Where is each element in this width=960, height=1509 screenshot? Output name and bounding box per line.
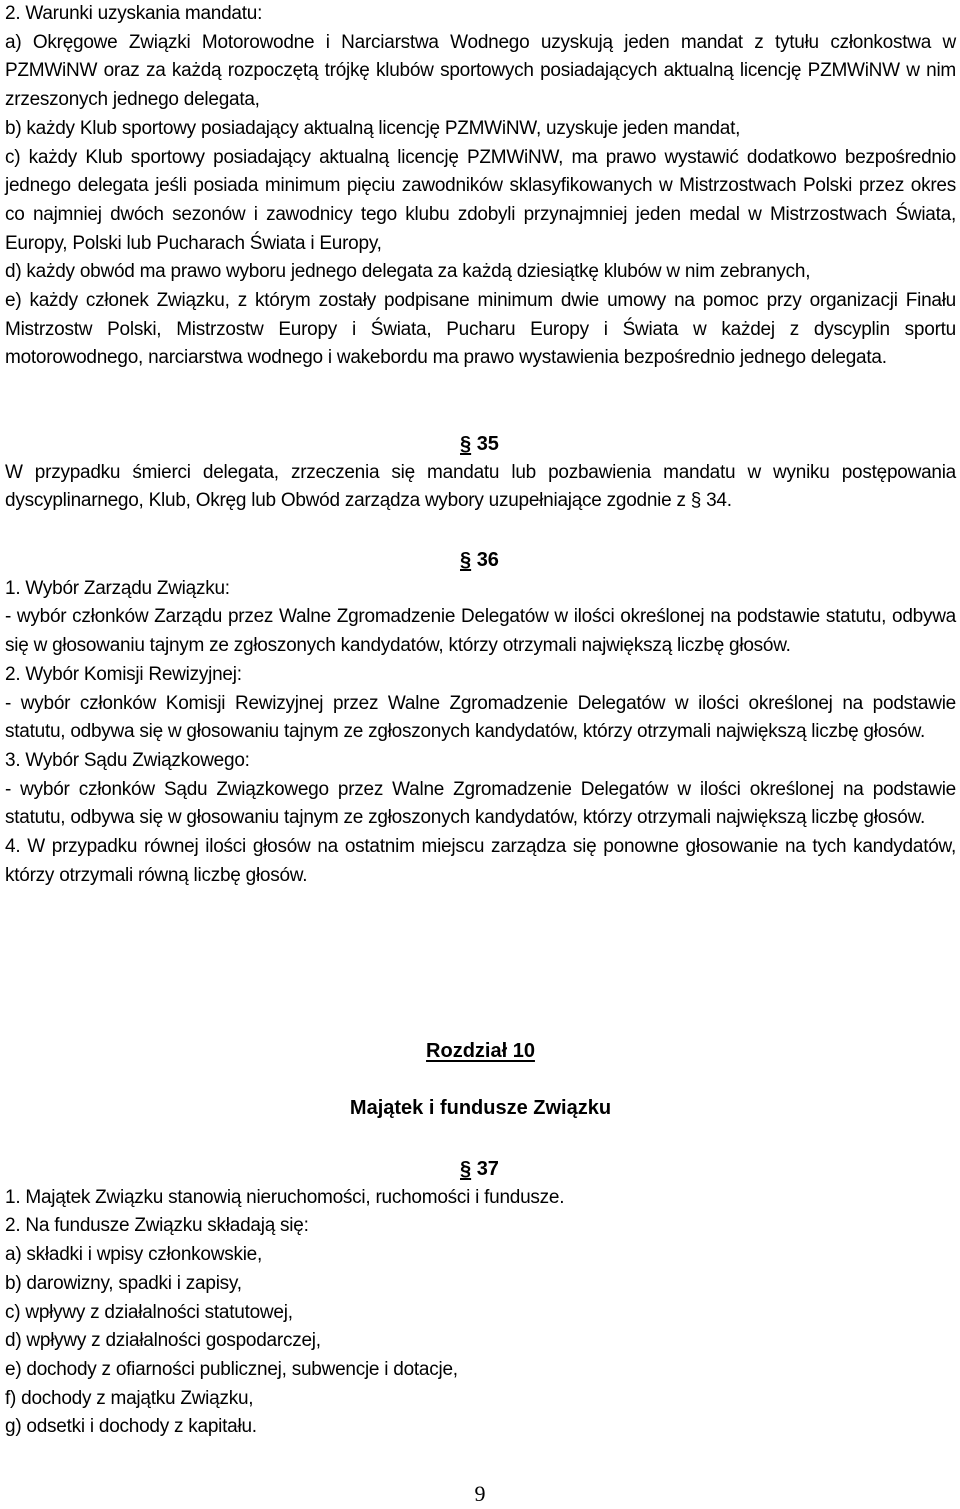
section-number: 35 — [476, 433, 499, 455]
section-number: 36 — [476, 549, 499, 571]
court-election-heading: 3. Wybór Sądu Związkowego: — [5, 749, 250, 771]
assets-statement: 1. Majątek Związku stanowią nieruchomości, ruchomości i fundusze. — [5, 1186, 565, 1208]
funds-item: d) wpływy z działalności gospodarczej, — [5, 1330, 321, 1352]
section-heading — [5, 1155, 956, 1184]
court-election-text: - wybór członków Sądu Związkowego przez Walne Zgromadzenie Delegatów w ilości określonej na podstawie statutu, odbywa się w głosowaniu tajnym ze zgłoszonych kandydatów, którzy otrzymali największą liczbę głosów. — [5, 778, 956, 829]
mandate-conditions-heading: 2. Warunki uzyskania mandatu: — [5, 3, 263, 24]
funds-item: b) darowizny, spadki i zapisy, — [5, 1272, 242, 1294]
mandate-conditions-block — [5, 0, 956, 373]
mandate-item-b: b) każdy Klub sportowy posiadający aktualną licencję PZMWiNW, uzyskuje jeden mandat, — [5, 117, 741, 139]
section-36 — [5, 546, 956, 890]
funds-heading: 2. Na fundusze Związku składają się: — [5, 1215, 309, 1237]
section-35 — [5, 430, 956, 516]
mandate-item-d: d) każdy obwód ma prawo wyboru jednego delegata za każdą dziesiątkę klubów w nim zebranych, — [5, 261, 811, 283]
funds-item: e) dochody z ofiarności publicznej, subwencje i dotacje, — [5, 1358, 458, 1380]
section-heading — [5, 546, 956, 575]
section-heading — [5, 430, 956, 459]
section-number: 37 — [476, 1158, 499, 1180]
section-37 — [5, 1155, 956, 1442]
chapter-10-heading — [5, 1037, 956, 1122]
board-election-text: - wybór członków Zarządu przez Walne Zgromadzenie Delegatów w ilości określonej na podstawie statutu, odbywa się w głosowaniu tajnym ze zgłoszonych kandydatów, którzy otrzymali największą liczbę głosów. — [5, 606, 956, 657]
page-number: 9 — [474, 1481, 486, 1506]
funds-item: c) wpływy z działalności statutowej, — [5, 1301, 293, 1323]
mandate-item-e: e) każdy członek Związku, z którym zostały podpisane minimum dwie umowy na pomoc przy organizacji Finału Mistrzostw Polski, Mistrzostw Europy i Świata, Pucharu Europy i Świata w każdej z dyscyplin sportu motorowodnego, narciarstwa wodnego i wakebordu ma prawo wystawienia bezpośrednio jednego delegata. — [5, 290, 956, 369]
funds-item: a) składki i wpisy członkowskie, — [5, 1244, 263, 1266]
funds-item: g) odsetki i dochody z kapitału. — [5, 1416, 257, 1438]
chapter-title-text: Rozdział 10 — [426, 1040, 535, 1062]
section-35-text: W przypadku śmierci delegata, zrzeczenia się mandatu lub pozbawienia mandatu w wyniku postępowania dyscyplinarnego, Klub, Okręg lub Obwód zarządza wybory uzupełniające zgodnie z § 34. — [5, 461, 956, 512]
section-sign: § — [460, 433, 472, 455]
section-sign: § — [460, 549, 472, 571]
funds-item: f) dochody z majątku Związku, — [5, 1387, 254, 1409]
chapter-title — [5, 1037, 956, 1066]
board-election-heading: 1. Wybór Zarządu Związku: — [5, 577, 230, 599]
audit-committee-election-text: - wybór członków Komisji Rewizyjnej przez Walne Zgromadzenie Delegatów w ilości określonej na podstawie statutu, odbywa się w głosowaniu tajnym ze zgłoszonych kandydatów, którzy otrzymali największą liczbę głosów. — [5, 692, 956, 743]
section-sign: § — [460, 1158, 472, 1180]
mandate-item-a: a) Okręgowe Związki Motorowodne i Narciarstwa Wodnego uzyskują jeden mandat z tytułu członkostwa w PZMWiNW oraz za każdą rozpoczętą trójkę klubów sportowych posiadających aktualną licencję PZMWiNW w nim zrzeszonych jednego delegata, — [5, 31, 956, 111]
tie-vote-text: 4. W przypadku równej ilości głosów na ostatnim miejscu zarządza się ponowne głosowanie na tych kandydatów, którzy otrzymali równą liczbę głosów. — [5, 836, 956, 886]
mandate-item-c: c) każdy Klub sportowy posiadający aktualną licencję PZMWiNW, ma prawo wystawić dodatkowo bezpośrednio jednego delegata jeśli posiada minimum pięciu zawodników sklasyfikowanych w Mistrzostwach Polski przez okres co najmniej dwóch sezonów i zawodnicy tego klubu zdobyli przynajmniej jeden medal w Mistrzostwach Świata, Europy, Polski lub Pucharach Świata i Europy, — [5, 146, 956, 254]
chapter-subtitle: Majątek i fundusze Związku — [349, 1096, 612, 1119]
audit-committee-election-heading: 2. Wybór Komisji Rewizyjnej: — [5, 663, 242, 685]
